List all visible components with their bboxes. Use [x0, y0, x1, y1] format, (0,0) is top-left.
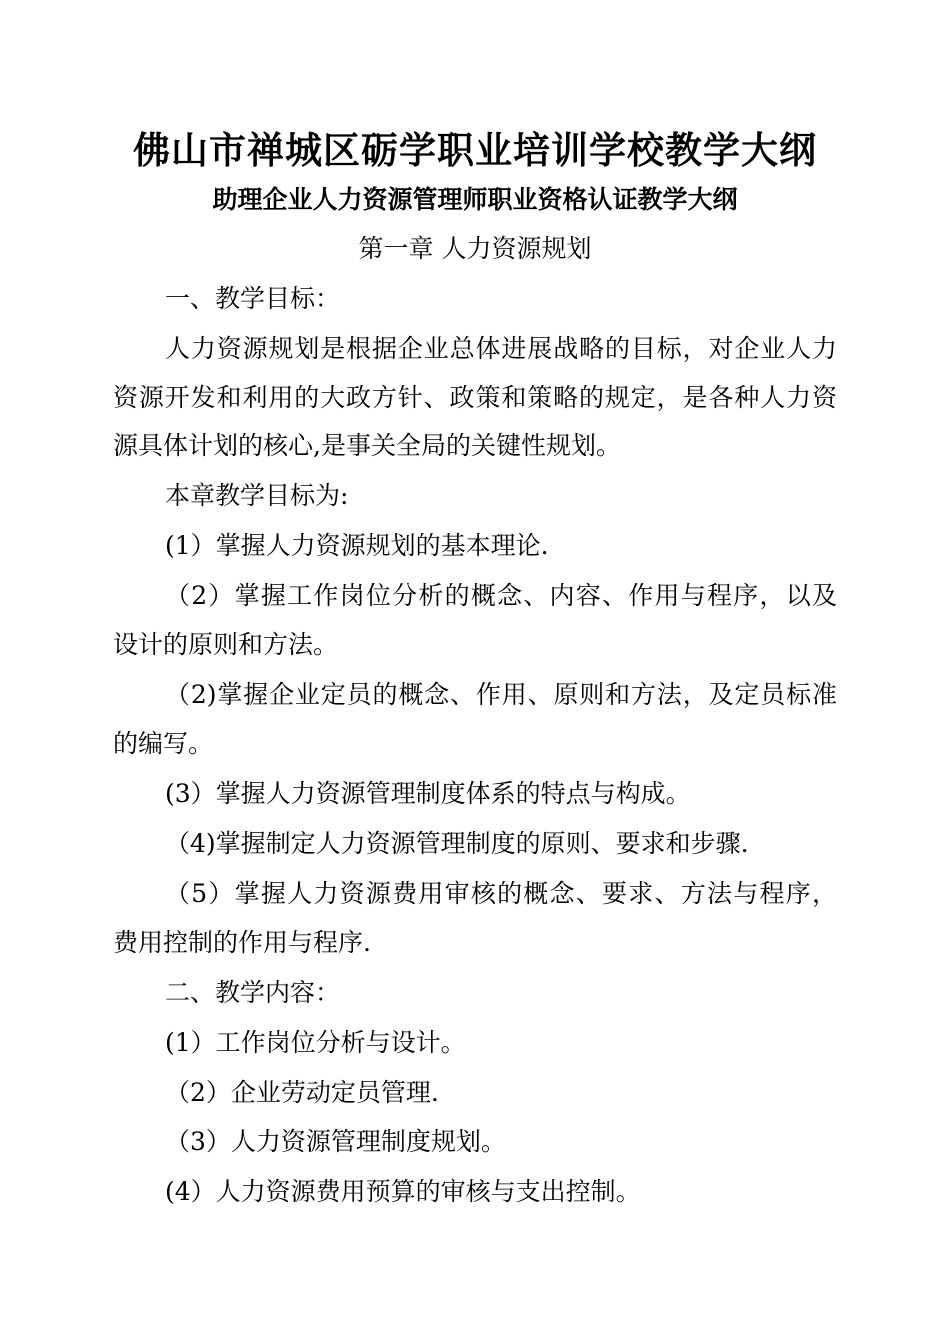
content-item: （3）人力资源管理制度规划。	[165, 1127, 506, 1156]
objective-item-continuation: 费用控制的作用与程序.	[113, 928, 371, 957]
objective-item: （2)掌握企业定员的概念、作用、原则和方法，及定员标准	[165, 680, 837, 709]
objective-item: (1）掌握人力资源规划的基本理论.	[165, 531, 549, 560]
objectives-lead: 本章教学目标为:	[165, 481, 349, 510]
content-item: （2）企业劳动定员管理.	[165, 1078, 439, 1107]
objective-item: (3）掌握人力资源管理制度体系的特点与构成。	[165, 779, 691, 808]
objective-item-continuation: 的编写。	[113, 729, 214, 758]
objective-item: （5）掌握人力资源费用审核的概念、要求、方法与程序，	[165, 879, 837, 908]
document-title: 佛山市禅城区砺学职业培训学校教学大纲	[133, 129, 817, 172]
intro-paragraph-line: 人力资源规划是根据企业总体进展战略的目标，对企业人力	[165, 334, 837, 363]
objective-item: （4)掌握制定人力资源管理制度的原则、要求和步骤.	[165, 829, 749, 858]
objective-item-continuation: 设计的原则和方法。	[113, 630, 339, 659]
intro-paragraph-line: 源具体计划的核心,是事关全局的关键性规划。	[113, 431, 621, 460]
content-item: (1）工作岗位分析与设计。	[165, 1028, 466, 1057]
section-heading-objectives: 一、教学目标：	[165, 284, 341, 313]
objective-item: （2）掌握工作岗位分析的概念、内容、作用与程序，以及	[165, 581, 837, 610]
intro-paragraph-line: 资源开发和利用的大政方针、政策和策略的规定，是各种人力资	[113, 383, 837, 412]
document-subtitle: 助理企业人力资源管理师职业资格认证教学大纲	[212, 185, 738, 214]
content-item: (4）人力资源费用预算的审核与支出控制。	[165, 1177, 641, 1206]
chapter-heading: 第一章 人力资源规划	[358, 234, 592, 263]
section-heading-contents: 二、教学内容：	[165, 978, 341, 1007]
